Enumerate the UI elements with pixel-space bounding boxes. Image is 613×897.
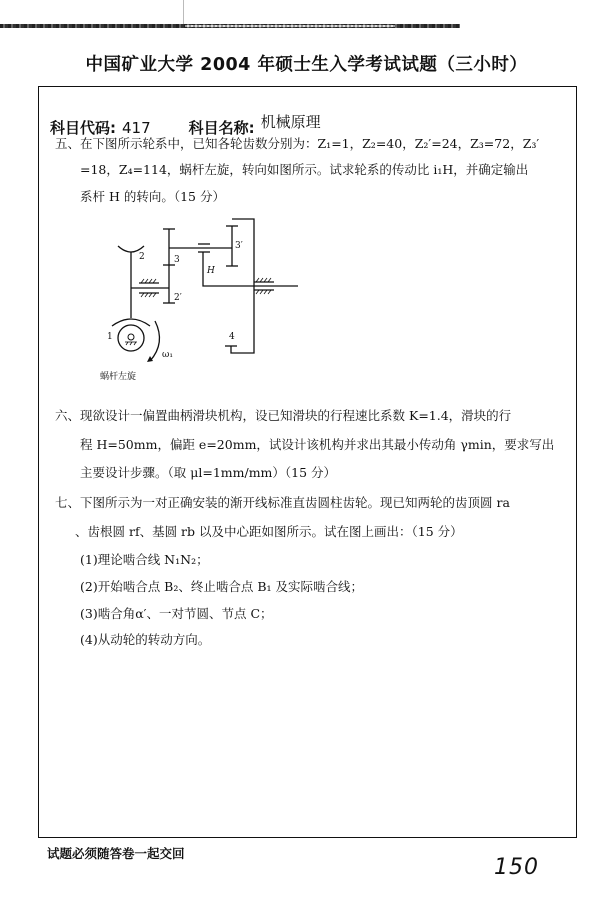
subject-code: 417: [122, 119, 151, 137]
q5-line-1: 五、在下图所示轮系中，已知各轮齿数分别为：Z₁=1，Z₂=40，Z₂′=24，Z₃=72，Z₃′: [55, 136, 540, 151]
label-gear-3prime: 3′: [235, 241, 243, 251]
q7-item-3: (3)啮合角α′、一对节圆、节点 C；: [80, 606, 273, 621]
q7-item-1: (1)理论啮合线 N₁N₂；: [80, 552, 209, 567]
label-gear-2: 2: [139, 252, 145, 262]
subject-name: 机械原理: [260, 113, 321, 131]
page-title: 中国矿业大学 2004 年硕士生入学考试试题（三小时）: [85, 55, 528, 75]
q6-line-3: 主要设计步骤。（取 μl=1mm/mm）（15 分）: [80, 465, 337, 480]
label-omega-1: ω₁: [162, 350, 173, 360]
figure-caption: 蜗杆左旋: [100, 372, 137, 382]
q6-line-2: 程 H=50mm，偏距 e=20mm，试设计该机构并求出其最小传动角 γmin，要求写出: [80, 437, 555, 452]
subject-name-label: 科目名称:: [188, 119, 255, 137]
q7-line-2: 、齿根圆 rf、基圆 rb 以及中心距如图所示。试在图上画出：（15 分）: [75, 524, 463, 539]
label-gear-3: 3: [174, 255, 180, 265]
label-gear-2prime: 2′: [174, 293, 182, 303]
q7-item-2: (2)开始啮合点 B₂、终止啮合点 B₁ 及实际啮合线；: [80, 579, 364, 594]
label-gear-4: 4: [229, 332, 235, 342]
q5-line-3: 系杆 H 的转向。（15 分）: [80, 189, 225, 204]
label-carrier-h: H: [207, 266, 215, 276]
q7-line-1: 七、下图所示为一对正确安装的渐开线标准直齿圆柱齿轮。现已知两轮的齿顶圆 ra: [55, 495, 510, 510]
q6-line-1: 六、现欲设计一偏置曲柄滑块机构，设已知滑块的行程速比系数 K=1.4，滑块的行: [55, 408, 512, 423]
label-worm-1: 1: [107, 332, 113, 342]
subject-code-label: 科目代码:: [50, 119, 116, 137]
q7-item-4: (4)从动轮的转动方向。: [80, 632, 211, 647]
footer-note: 试题必须随答卷一起交回: [47, 846, 185, 861]
q5-line-2: =18，Z₄=114，蜗杆左旋，转向如图所示。试求轮系的传动比 i₁H，并确定输出: [80, 162, 529, 177]
page-number: 150: [494, 855, 539, 880]
